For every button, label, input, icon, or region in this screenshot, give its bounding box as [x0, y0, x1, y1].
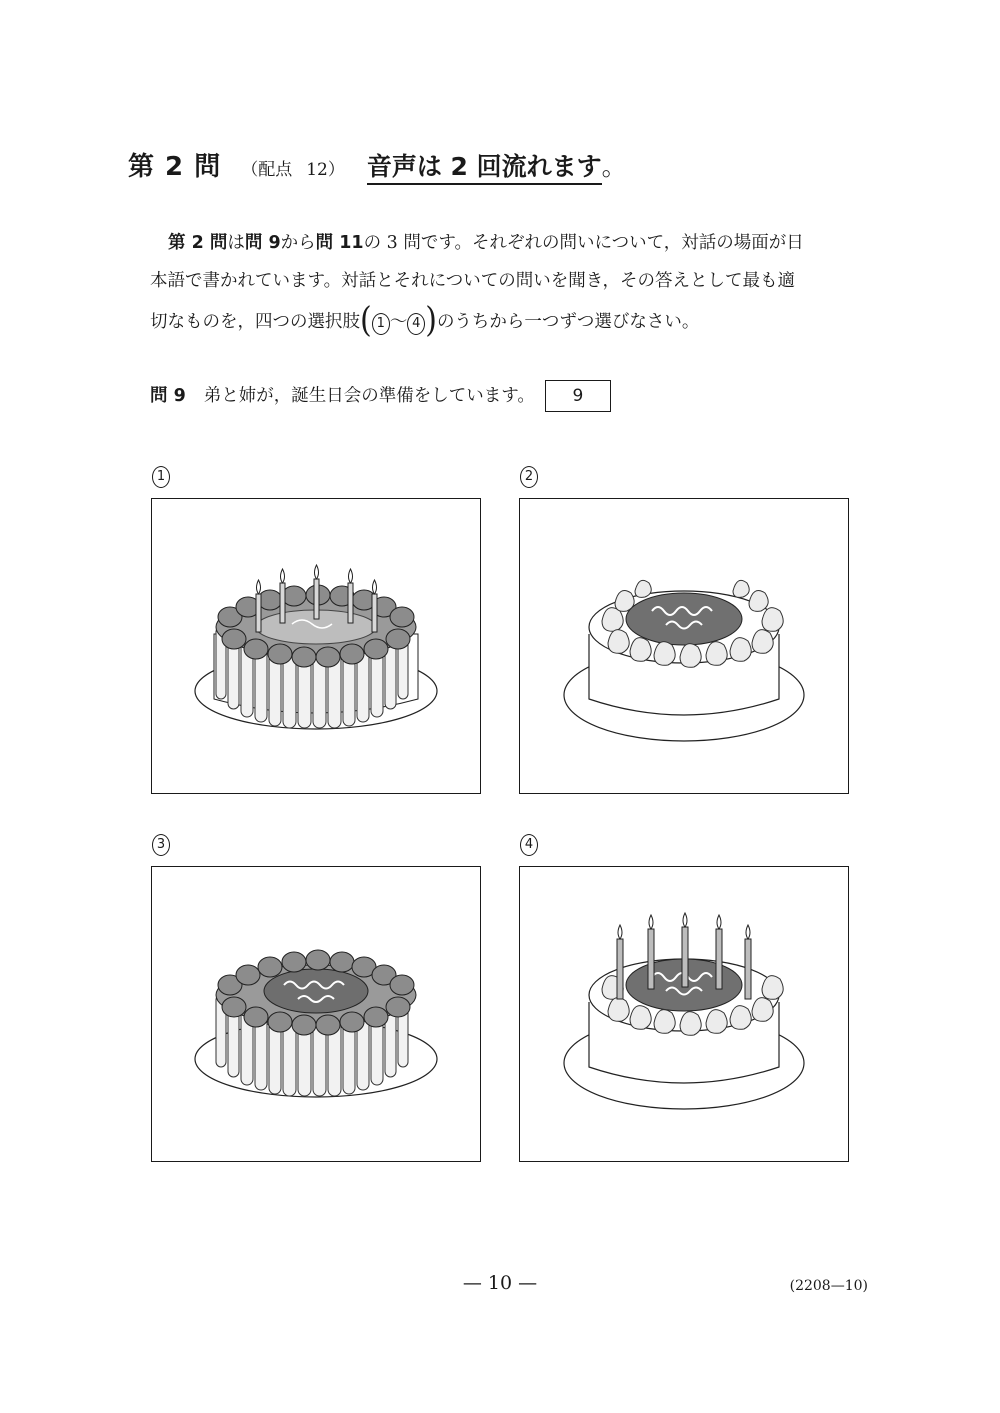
section-heading: [128, 146, 627, 186]
option-1-panel[interactable]: [151, 498, 481, 794]
instr-bold-q9: 問 9: [244, 233, 281, 253]
question-text: 弟と姉が，誕生日会の準備をしています。: [203, 386, 535, 406]
page-number: — 10 —: [462, 1272, 538, 1294]
section-number: 第 2 問: [128, 152, 222, 182]
instructions-line-2: 本語で書かれています。対話とそれについての問いを聞き，その答えとして最も適: [150, 271, 796, 291]
document-code: (2208—10): [789, 1278, 868, 1294]
option-4-panel[interactable]: [519, 866, 849, 1162]
choice-first-number: 1: [372, 313, 390, 335]
instr-text: 切なものを，四つの選択肢: [150, 312, 360, 332]
cream-cake-no-candles-icon: [520, 499, 848, 793]
instr-bold-section: 第 2 問: [168, 233, 228, 253]
paren-open: (: [360, 300, 372, 341]
instructions-line-1: [150, 224, 870, 262]
instr-text: から: [280, 233, 316, 253]
option-3-number: 3: [152, 834, 170, 856]
charlotte-cake-with-candles-icon: [152, 499, 480, 793]
option-4-number: 4: [520, 834, 538, 856]
answer-box[interactable]: 9: [545, 380, 611, 412]
instructions-line-3: [150, 302, 870, 341]
option-2-number: 2: [520, 466, 538, 488]
points-prefix: （配点: [241, 160, 293, 180]
instr-text: は: [227, 233, 245, 253]
tilde: ～: [389, 312, 408, 332]
option-1-number: 1: [152, 466, 170, 488]
choice-last-number: 4: [407, 313, 425, 335]
points-note: [241, 155, 345, 180]
instr-text: のうちから一つずつ選びなさい。: [436, 312, 700, 332]
question-label: 問 9: [150, 386, 186, 406]
cream-cake-with-candles-icon: [520, 867, 848, 1161]
charlotte-cake-no-candles-icon: [152, 867, 480, 1161]
play-count-note: 音声は 2 回流れます: [367, 151, 602, 185]
points-value: 12）: [306, 160, 345, 180]
option-3-panel[interactable]: [151, 866, 481, 1162]
question-9: [150, 380, 611, 412]
option-2-panel[interactable]: [519, 498, 849, 794]
instr-text: の 3 問です。それぞれの問いについて，対話の場面が日: [363, 233, 804, 253]
play-note-period: 。: [601, 152, 627, 181]
paren-close: ): [425, 300, 437, 341]
instr-bold-q11: 問 11: [315, 233, 364, 253]
